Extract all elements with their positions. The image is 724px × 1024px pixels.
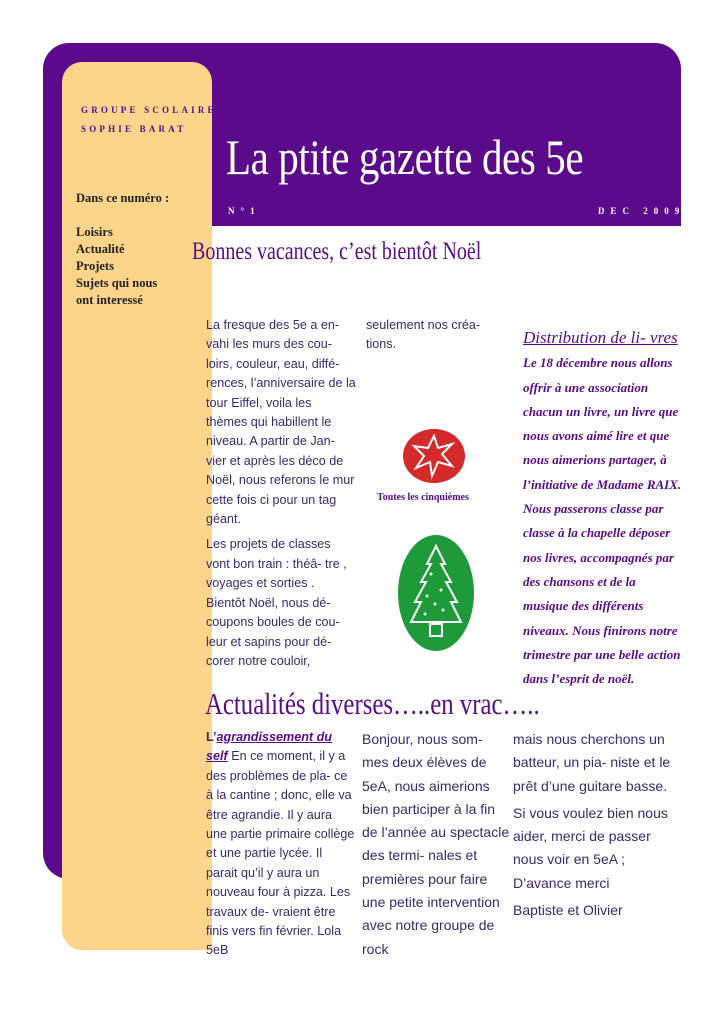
article2-column1-text: En ce moment, il y a des problèmes de pla- ce à la cantine ; donc, elle va être agrandie. Il y aura une partie primaire collège et une partie lycée. Il parait qu’il y aura un nouveau four à pizza. Les travaux de- vraient être finis vers fin février. Lola 5eB <box>206 749 355 958</box>
toc-item: Sujets qui nous <box>76 276 158 290</box>
school-line-1: GROUPE SCOLAIRE <box>81 105 217 115</box>
article2-col3-paragraph1: mais nous cherchons un batteur, un pia- niste et le prêt d’une guitare basse. <box>513 731 671 794</box>
self-extension-heading: agrandissement du self <box>206 730 332 764</box>
article2-col3-paragraph2: Si vous voulez bien nous aider, merci de passer nous voir en 5eA ; D’avance merci <box>513 804 668 891</box>
newsletter-title: La ptite gazette des 5e <box>226 129 584 185</box>
toc-item: Projets <box>76 259 114 273</box>
toc-heading: Dans ce numéro : <box>76 191 170 205</box>
toc-item: Actualité <box>76 242 125 256</box>
school-name <box>81 101 217 139</box>
article1-headline: Bonnes vacances, c’est bientôt Noël <box>192 238 482 265</box>
article1-paragraph1: La fresque des 5e a en- vahi les murs des cou- loirs, couleur, eau, diffé- rences, l’anniversaire de la tour Eiffel, voila les thèmes qui habillent le niveau. A partir de Jan- vier et après les déco de Noël, nous referons le mur cette fois ci pour un tag géant. <box>206 318 356 527</box>
star-ornament-icon <box>402 428 466 484</box>
article2-column2: Bonjour, nous som- mes deux élèves de 5eA, nous aimerions bien participer à la fin de l’année au spectacle des termi- nales et premières pour faire une petite intervention avec notre groupe de rock <box>362 731 510 957</box>
article2-column1 <box>206 728 356 961</box>
distribution-body: Le 18 décembre nous allons offrir à une association chacun un livre, un livre que nous avons aimé lire et que nous aimerions partager, à l’initiative de Madame RAIX. Nous passerons classe par classe à la chapelle déposer nos livres, accompagnés par des chansons et de la musique des différents niveaux. Nous finirons notre trimestre par une belle action dans l’esprit de noël. <box>523 355 682 687</box>
table-of-contents <box>76 190 196 309</box>
school-line-2: SOPHIE BARAT <box>81 124 187 134</box>
toc-item: ont interessé <box>76 293 143 307</box>
book-distribution-article <box>523 326 683 691</box>
distribution-heading: Distribution de li- vres <box>523 328 678 347</box>
image-caption: Toutes les cinquièmes <box>377 492 469 503</box>
article1-paragraph2: Les projets de classes vont bon train : théâ- tre , voyages et sorties . Bientôt Noël, nous dé- coupons boules de cou- leur et sapins pour dé- corer notre couloir, <box>206 537 347 668</box>
article2-lead: L’ <box>206 730 217 744</box>
issue-date: DEC 2009 <box>598 206 686 216</box>
toc-item: Loisirs <box>76 225 113 239</box>
article2-signature: Baptiste et Olivier <box>513 902 623 919</box>
article2-headline: Actualités diverses…..en vrac….. <box>205 686 540 721</box>
article2-column3 <box>513 728 673 926</box>
article1-column2: seulement nos créa- tions. <box>366 318 481 352</box>
christmas-tree-icon <box>397 534 475 652</box>
article1-column1 <box>206 316 356 677</box>
issue-number: N°1 <box>228 206 261 216</box>
